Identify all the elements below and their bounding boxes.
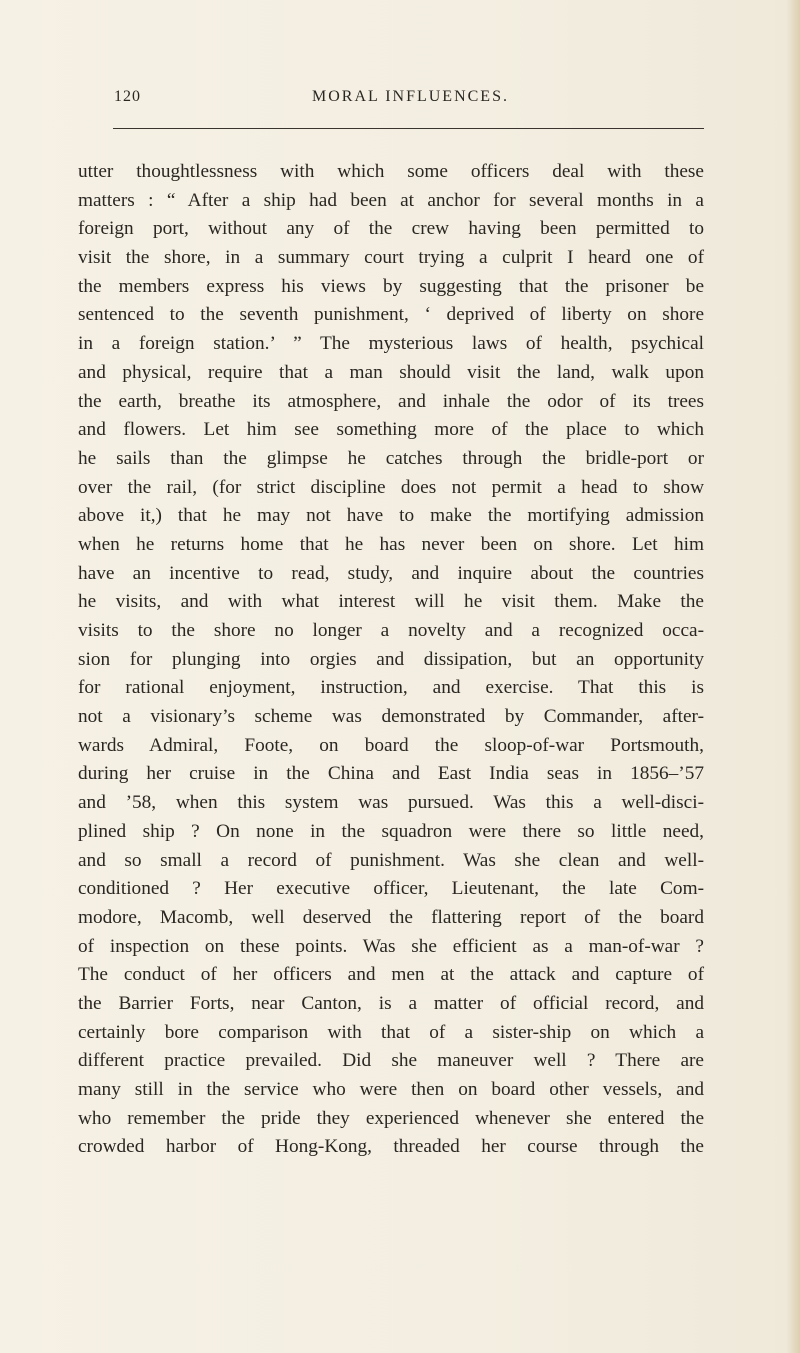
text-line: the members express his views by suggesting that the prisoner be (78, 275, 704, 297)
text-line: and ’58, when this system was pursued. Was this a well-disci- (78, 792, 704, 814)
text-line: for rational enjoyment, instruction, and exercise. That this is (78, 677, 704, 699)
running-head: MORAL INFLUENCES. (312, 88, 509, 105)
page-edge-shadow (786, 0, 800, 1353)
text-line: matters : “ After a ship had been at anchor for several months in a (78, 189, 704, 211)
text-line: and so small a record of punishment. Was she clean and well- (78, 849, 704, 871)
text-line: crowded harbor of Hong-Kong, threaded her course through the (78, 1136, 704, 1158)
text-line: the earth, breathe its atmosphere, and inhale the odor of its trees (78, 390, 704, 412)
text-line: and flowers. Let him see something more of the place to which (78, 419, 704, 441)
text-line: conditioned ? Her executive officer, Lieutenant, the late Com- (78, 878, 704, 900)
text-line: of inspection on these points. Was she efficient as a man-of-war ? (78, 935, 704, 957)
text-line: who remember the pride they experienced whenever she entered the (78, 1107, 704, 1129)
text-line: sion for plunging into orgies and dissipation, but an opportunity (78, 648, 704, 670)
text-line: he visits, and with what interest will he visit them. Make the (78, 591, 704, 613)
text-line: he sails than the glimpse he catches through the bridle-port or (78, 447, 704, 469)
text-line: the Barrier Forts, near Canton, is a matter of official record, and (78, 992, 704, 1014)
text-line: over the rail, (for strict discipline does not permit a head to show (78, 476, 704, 498)
text-line: sentenced to the seventh punishment, ‘ deprived of liberty on shore (78, 304, 704, 326)
text-line: above it,) that he may not have to make the mortifying admission (78, 505, 704, 527)
text-line: certainly bore comparison with that of a sister-ship on which a (78, 1021, 704, 1043)
text-line: when he returns home that he has never been on shore. Let him (78, 533, 704, 555)
text-line: have an incentive to read, study, and inquire about the countries (78, 562, 704, 584)
text-line: foreign port, without any of the crew having been permitted to (78, 218, 704, 240)
text-line: and physical, require that a man should visit the land, walk upon (78, 361, 704, 383)
page-number: 120 (114, 88, 141, 105)
text-line: visit the shore, in a summary court trying a culprit I heard one of (78, 247, 704, 269)
text-line: wards Admiral, Foote, on board the sloop-of-war Portsmouth, (78, 734, 704, 756)
text-line: different practice prevailed. Did she maneuver well ? There are (78, 1050, 704, 1072)
text-line: during her cruise in the China and East India seas in 1856–’57 (78, 763, 704, 785)
text-line: in a foreign station.’ ” The mysterious laws of health, psychical (78, 333, 704, 355)
body-paragraph (78, 158, 704, 1162)
page-header (114, 88, 714, 114)
text-line: modore, Macomb, well deserved the flattering report of the board (78, 906, 704, 928)
text-line: many still in the service who were then on board other vessels, and (78, 1079, 704, 1100)
text-line: visits to the shore no longer a novelty and a recognized occa- (78, 620, 704, 641)
text-line: utter thoughtlessness with which some officers deal with these (78, 161, 704, 182)
text-line: not a visionary’s scheme was demonstrated by Commander, after- (78, 706, 704, 728)
text-line: plined ship ? On none in the squadron were there so little need, (78, 820, 704, 842)
text-line: The conduct of her officers and men at the attack and capture of (78, 964, 704, 986)
header-rule (113, 128, 704, 129)
